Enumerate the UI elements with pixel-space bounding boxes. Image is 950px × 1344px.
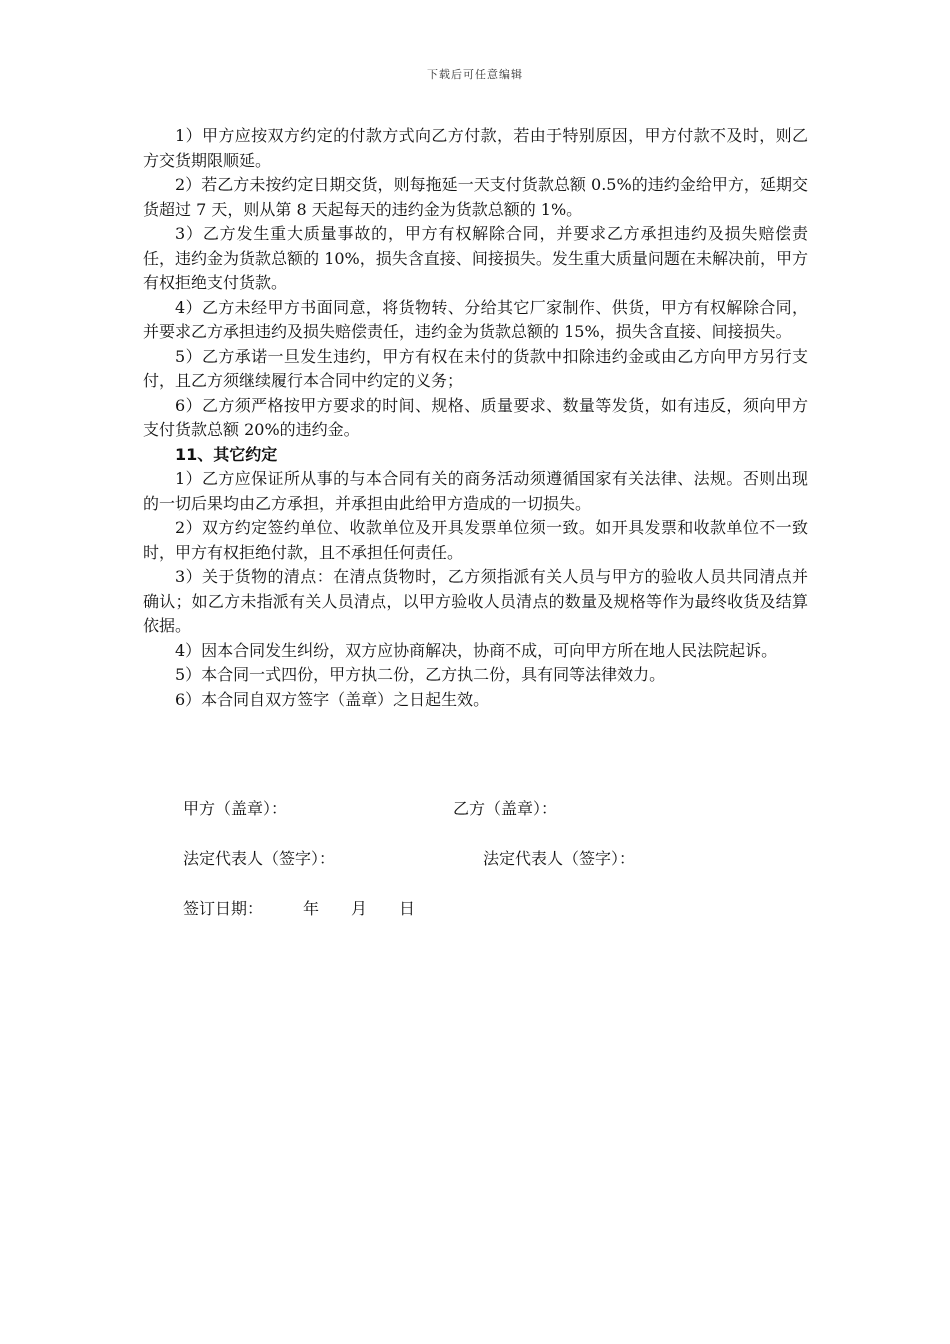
other-clause-1: 1）乙方应保证所从事的与本合同有关的商务活动须遵循国家有关法律、法规。否则出现的一切后果均由乙方承担，并承担由此给甲方造成的一切损失。 bbox=[143, 469, 808, 513]
breach-clause-1: 1）甲方应按双方约定的付款方式向乙方付款，若由于特别原因，甲方付款不及时，则乙方交货期限顺延。 bbox=[143, 126, 808, 170]
party-a-seal-label: 甲方（盖章）： bbox=[183, 799, 288, 818]
breach-clause-6: 6）乙方须严格按甲方要求的时间、规格、质量要求、数量等发货，如有违反，须向甲方支付货款总额 20%的违约金。 bbox=[143, 395, 808, 439]
party-a-rep-label: 法定代表人（签字）： bbox=[183, 849, 336, 868]
sign-date-label: 签订日期： 年 月 日 bbox=[183, 899, 416, 918]
breach-clause-5: 5）乙方承诺一旦发生违约，甲方有权在未付的货款中扣除违约金或由乙方向甲方另行支付，且乙方须继续履行本合同中约定的义务； bbox=[143, 346, 808, 390]
other-clause-2: 2）双方约定签约单位、收款单位及开具发票单位须一致。如开具发票和收款单位不一致时，甲方有权拒绝付款，且不承担任何责任。 bbox=[143, 518, 808, 562]
breach-clause-2: 2）若乙方未按约定日期交货，则每拖延一天支付货款总额 0.5%的违约金给甲方，延期交货超过 7 天，则从第 8 天起每天的违约金为货款总额的 1%。 bbox=[143, 175, 808, 219]
contract-body bbox=[143, 124, 808, 712]
party-b-seal-label: 乙方（盖章）： bbox=[453, 799, 558, 818]
section-heading-other-terms: 11、其它约定 bbox=[175, 444, 278, 464]
header-note: 下载后可任意编辑 bbox=[427, 68, 523, 81]
other-clause-6: 6）本合同自双方签字（盖章）之日起生效。 bbox=[175, 689, 490, 709]
other-clause-5: 5）本合同一式四份，甲方执二份，乙方执二份，具有同等法律效力。 bbox=[175, 665, 666, 684]
other-clause-3: 3）关于货物的清点：在清点货物时，乙方须指派有关人员与甲方的验收人员共同清点并确认；如乙方未指派有关人员清点，以甲方验收人员清点的数量及规格等作为最终收货及结算依据。 bbox=[143, 567, 808, 635]
breach-clause-3: 3）乙方发生重大质量事故的，甲方有权解除合同，并要求乙方承担违约及损失赔偿责任，违约金为货款总额的 10%，损失含直接、间接损失。发生重大质量问题在未解决前，甲方有权拒绝支付货款。 bbox=[143, 224, 808, 292]
breach-clause-4: 4）乙方未经甲方书面同意，将货物转、分给其它厂家制作、供货，甲方有权解除合同，并要求乙方承担违约及损失赔偿责任，违约金为货款总额的 15%，损失含直接、间接损失。 bbox=[143, 297, 808, 341]
other-clause-4: 4）因本合同发生纠纷，双方应协商解决，协商不成，可向甲方所在地人民法院起诉。 bbox=[175, 640, 778, 660]
party-b-rep-label: 法定代表人（签字）： bbox=[483, 849, 636, 868]
